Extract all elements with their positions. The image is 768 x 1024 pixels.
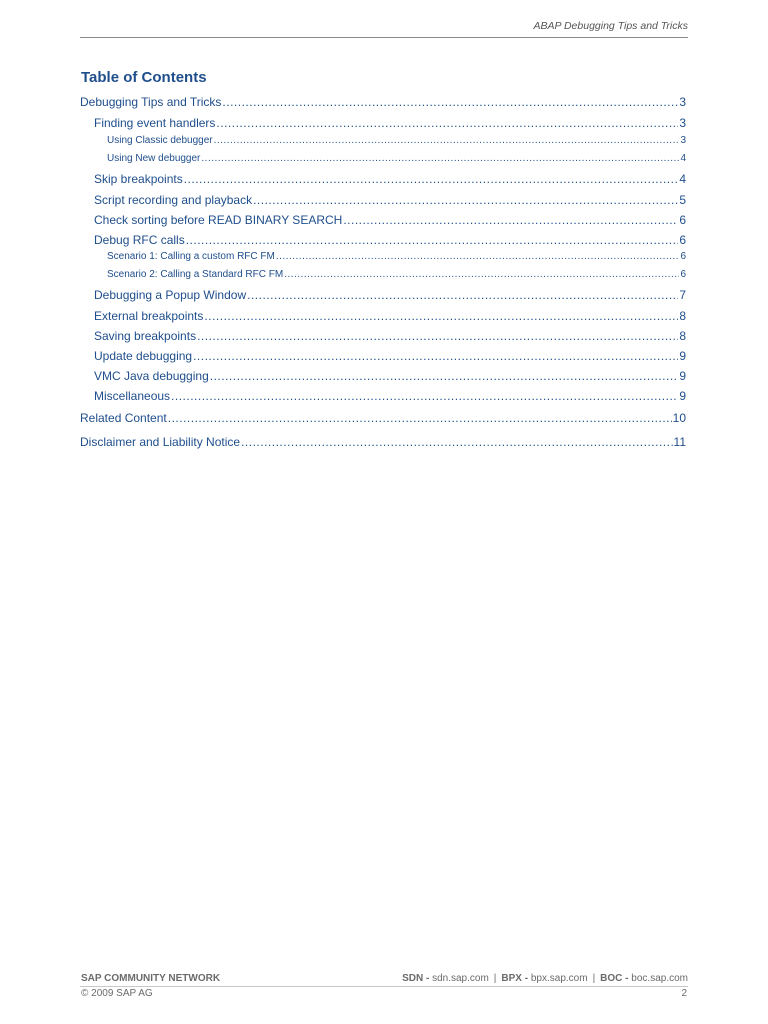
boc-link[interactable]: boc.sap.com bbox=[631, 973, 688, 984]
footer-copyright: © 2009 SAP AG bbox=[81, 988, 153, 999]
header-divider bbox=[80, 37, 688, 38]
toc-entry[interactable]: Debugging Tips and Tricks ..... 3 bbox=[80, 95, 686, 109]
toc-entry[interactable]: Related Content ..... 10 bbox=[80, 411, 686, 425]
toc-entry[interactable]: Disclaimer and Liability Notice ..... 11 bbox=[80, 435, 686, 449]
footer-divider bbox=[80, 986, 688, 987]
footer-network-name: SAP COMMUNITY NETWORK bbox=[81, 973, 221, 984]
toc-entry[interactable]: Scenario 1: Calling a custom RFC FM ..... 6 bbox=[107, 251, 686, 262]
boc-label: BOC - bbox=[600, 973, 629, 984]
toc-entry[interactable]: Miscellaneous ..... 9 bbox=[94, 389, 686, 403]
bpx-label: BPX - bbox=[501, 973, 529, 984]
toc-entry[interactable]: External breakpoints ..... 8 bbox=[94, 309, 686, 323]
sdn-label: SDN - bbox=[402, 973, 430, 984]
toc-entry[interactable]: Debugging a Popup Window ..... 7 bbox=[94, 288, 686, 302]
toc-entry[interactable]: Using New debugger ..... 4 bbox=[107, 153, 686, 164]
toc-entry[interactable]: Finding event handlers ..... 3 bbox=[94, 116, 686, 130]
page-number: 2 bbox=[681, 988, 687, 999]
running-header: ABAP Debugging Tips and Tricks bbox=[533, 20, 688, 32]
toc-entry[interactable]: Check sorting before READ BINARY SEARCH ..... 6 bbox=[94, 213, 686, 227]
bpx-link[interactable]: bpx.sap.com bbox=[530, 973, 588, 984]
toc-entry[interactable]: Debug RFC calls ..... 6 bbox=[94, 233, 686, 247]
toc-entry[interactable]: Scenario 2: Calling a Standard RFC FM ..... 6 bbox=[107, 269, 686, 280]
toc-title: Table of Contents bbox=[81, 69, 207, 86]
toc-entry[interactable]: Script recording and playback ..... 5 bbox=[94, 193, 686, 207]
footer-site-links bbox=[402, 973, 688, 984]
toc-entry[interactable]: Saving breakpoints ..... 8 bbox=[94, 329, 686, 343]
sdn-link[interactable]: sdn.sap.com bbox=[432, 973, 489, 984]
toc-entry[interactable]: Update debugging ..... 9 bbox=[94, 349, 686, 363]
toc-entry[interactable]: VMC Java debugging ..... 9 bbox=[94, 369, 686, 383]
footer-separator: | bbox=[493, 973, 497, 984]
toc-entry[interactable]: Using Classic debugger ..... 3 bbox=[107, 135, 686, 146]
toc-entry[interactable]: Skip breakpoints ..... 4 bbox=[94, 172, 686, 186]
footer-separator: | bbox=[592, 973, 596, 984]
